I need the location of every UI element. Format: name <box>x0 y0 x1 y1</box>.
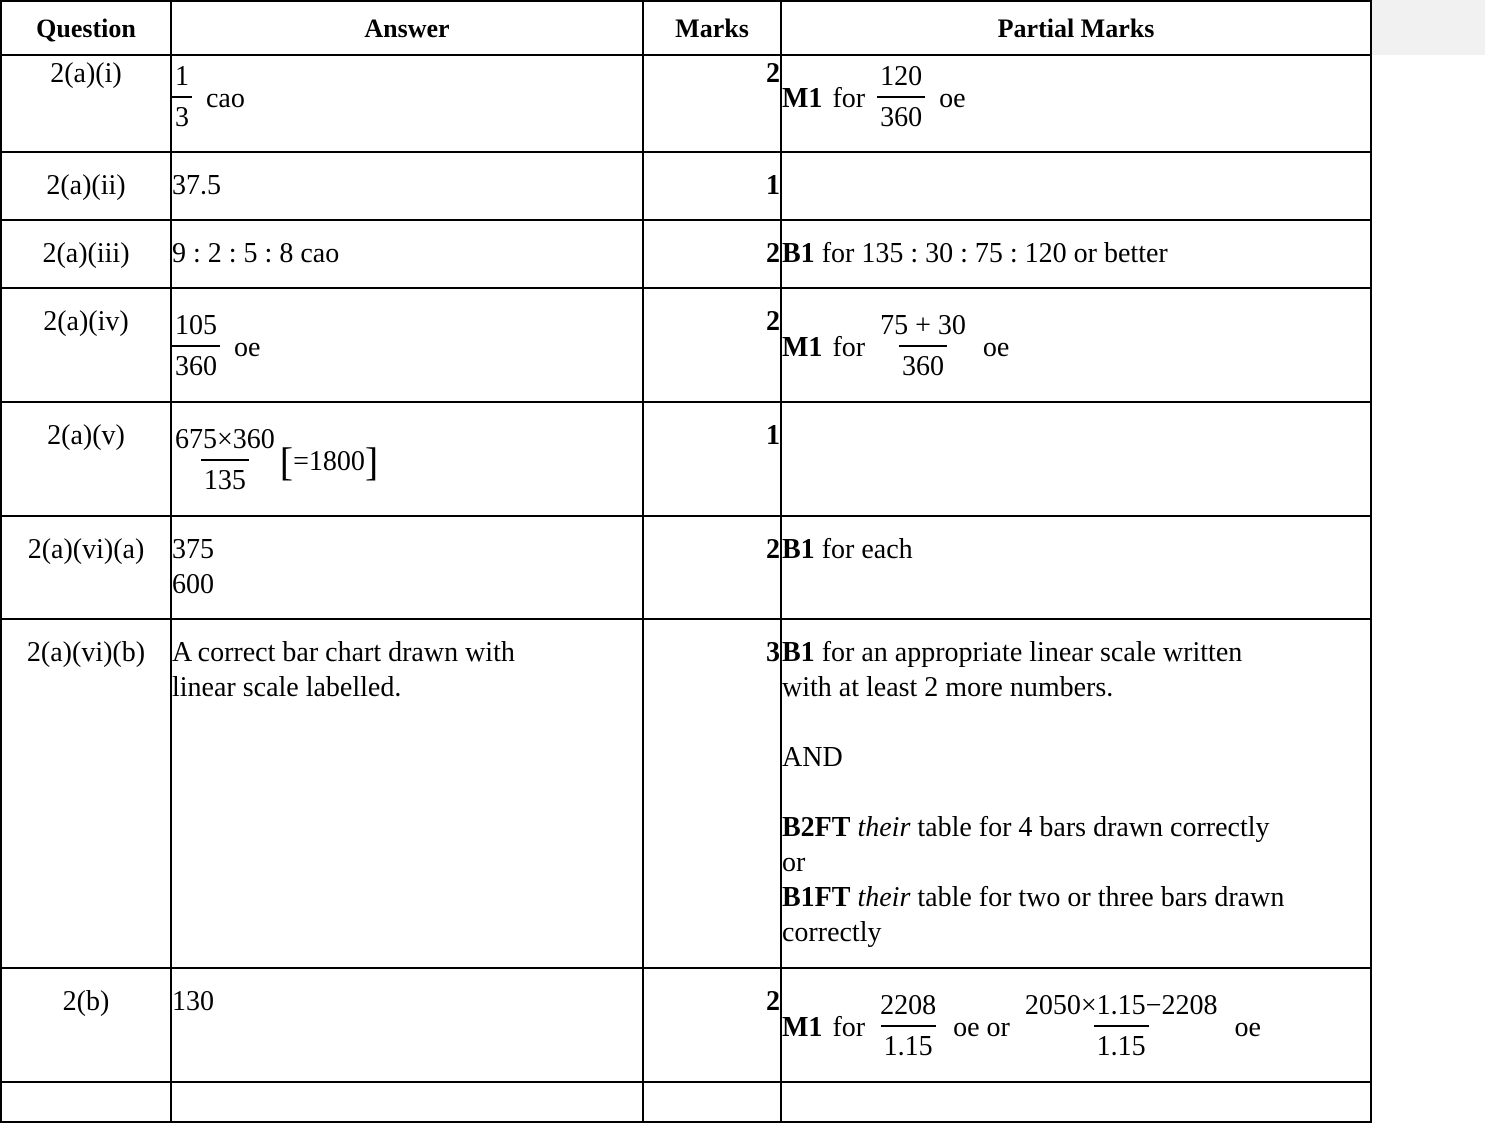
marks-cell: 1 <box>643 402 781 516</box>
mark-code: B1FT <box>782 882 851 913</box>
numerator: 2208 <box>880 990 937 1021</box>
answer-suffix: oe <box>234 331 261 363</box>
partial-text: table for two or three bars drawn <box>917 882 1285 913</box>
partial-text: for 135 : 30 : 75 : 120 or better <box>821 238 1168 269</box>
table-row <box>1 152 1371 220</box>
answer-line: 375 <box>172 534 214 565</box>
partial-text: for an appropriate linear scale written <box>821 637 1243 668</box>
partial-marks-cell <box>781 1082 1371 1122</box>
table-row <box>1 55 1371 152</box>
question-cell: 2(a)(iv) <box>1 288 171 402</box>
marks-cell: 2 <box>643 516 781 619</box>
question-cell: 2(b) <box>1 968 171 1082</box>
header-question: Question <box>1 1 171 55</box>
numerator: 675×360 <box>175 424 275 455</box>
answer-line: linear scale labelled. <box>172 672 402 703</box>
table-row <box>1 220 1371 288</box>
fraction <box>877 58 925 138</box>
partial-marks-cell <box>781 220 1371 288</box>
fraction <box>172 421 278 501</box>
bracket-value: =1800 <box>293 445 365 477</box>
header-partial-marks: Partial Marks <box>781 1 1371 55</box>
partial-marks-cell <box>781 288 1371 402</box>
denominator: 360 <box>172 345 220 387</box>
marks-cell <box>643 1082 781 1122</box>
partial-text: oe or <box>953 1011 1010 1043</box>
table-row <box>1 402 1371 516</box>
header-extension <box>1370 0 1485 55</box>
numerator: 105 <box>175 310 217 341</box>
marks-cell: 2 <box>643 220 781 288</box>
question-cell: 2(a)(v) <box>1 402 171 516</box>
table-row <box>1 619 1371 968</box>
denominator: 1.15 <box>1094 1025 1149 1067</box>
mark-code: M1 <box>782 82 823 114</box>
partial-suffix: oe <box>939 82 966 114</box>
marks-cell: 1 <box>643 152 781 220</box>
answer-cell: 130 <box>171 968 643 1082</box>
denominator: 135 <box>201 459 249 501</box>
answer-line: 600 <box>172 569 214 600</box>
mark-code: B2FT <box>782 812 851 843</box>
question-cell: 2(a)(ii) <box>1 152 171 220</box>
table-row <box>1 968 1371 1082</box>
denominator: 1.15 <box>881 1025 936 1067</box>
mark-code: M1 <box>782 331 823 363</box>
answer-cell <box>171 402 643 516</box>
question-cell: 2(a)(vi)(a) <box>1 516 171 619</box>
partial-suffix: oe <box>982 331 1010 363</box>
italic-their: their <box>857 812 911 843</box>
fraction <box>877 307 969 387</box>
answer-cell <box>171 619 643 968</box>
conjunction-and: AND <box>782 742 843 773</box>
table-row <box>1 516 1371 619</box>
header-row <box>1 1 1371 55</box>
marks-cell: 2 <box>643 288 781 402</box>
fraction <box>172 58 192 138</box>
partial-marks-cell <box>781 968 1371 1082</box>
partial-marks-cell <box>781 402 1371 516</box>
denominator: 360 <box>877 96 925 138</box>
mark-code: B1 <box>782 534 815 565</box>
answer-cell <box>171 288 643 402</box>
answer-cell <box>171 1082 643 1122</box>
question-cell: 2(a)(vi)(b) <box>1 619 171 968</box>
header-answer: Answer <box>171 1 643 55</box>
partial-marks-cell <box>781 152 1371 220</box>
fraction <box>1022 987 1221 1067</box>
marks-cell: 2 <box>643 55 781 152</box>
fraction <box>877 987 939 1067</box>
partial-text: for <box>832 1011 866 1043</box>
header-marks: Marks <box>643 1 781 55</box>
italic-their: their <box>857 882 911 913</box>
table-row <box>1 288 1371 402</box>
close-bracket: ] <box>364 438 379 484</box>
question-cell <box>1 1082 171 1122</box>
partial-text: for <box>832 82 866 114</box>
question-cell: 2(a)(iii) <box>1 220 171 288</box>
partial-text: table for 4 bars drawn correctly <box>917 812 1270 843</box>
conjunction-or: or <box>782 847 806 878</box>
answer-cell: 9 : 2 : 5 : 8 cao <box>171 220 643 288</box>
fraction <box>172 307 220 387</box>
partial-text: for <box>832 331 866 363</box>
partial-text: with at least 2 more numbers. <box>782 672 1114 703</box>
answer-line: A correct bar chart drawn with <box>172 637 515 668</box>
answer-suffix: cao <box>206 82 245 114</box>
partial-text: for each <box>821 534 913 565</box>
numerator: 1 <box>175 61 189 92</box>
partial-marks-cell <box>781 55 1371 152</box>
partial-text: correctly <box>782 917 882 948</box>
denominator: 360 <box>899 345 947 387</box>
mark-code: B1 <box>782 637 815 668</box>
answer-cell <box>171 516 643 619</box>
numerator: 2050×1.15−2208 <box>1024 990 1218 1021</box>
denominator: 3 <box>172 96 192 138</box>
answer-cell: 37.5 <box>171 152 643 220</box>
numerator: 120 <box>880 61 923 92</box>
open-bracket: [ <box>279 438 294 484</box>
table-row <box>1 1082 1371 1122</box>
partial-suffix: oe <box>1234 1011 1261 1043</box>
partial-marks-cell <box>781 516 1371 619</box>
mark-code: M1 <box>782 1011 823 1043</box>
answer-cell <box>171 55 643 152</box>
partial-marks-cell <box>781 619 1371 968</box>
marks-cell: 2 <box>643 968 781 1082</box>
marks-cell: 3 <box>643 619 781 968</box>
mark-code: B1 <box>782 238 815 269</box>
numerator: 75 + 30 <box>880 310 966 341</box>
question-cell: 2(a)(i) <box>1 55 171 152</box>
